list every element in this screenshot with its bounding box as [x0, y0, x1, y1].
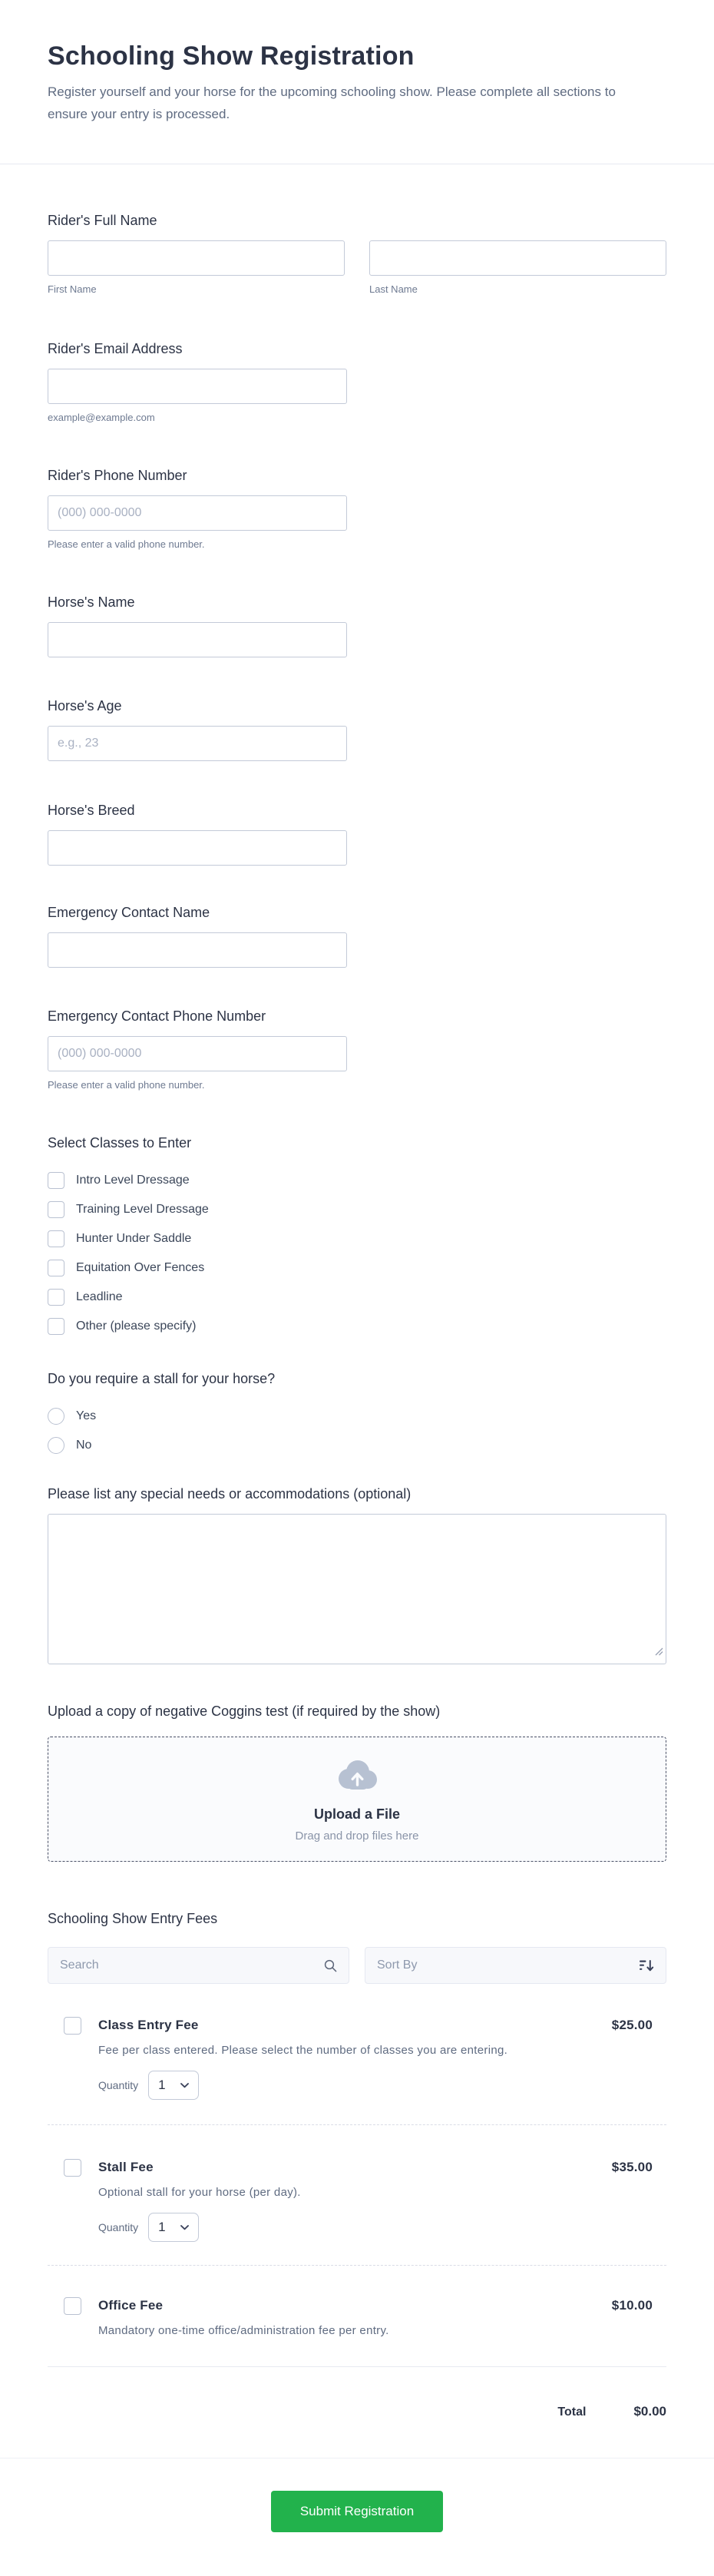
horse-breed-label: Horse's Breed: [48, 803, 135, 818]
product-row-office-fee: [48, 2266, 666, 2367]
horse-name-input[interactable]: [48, 622, 347, 657]
product-name: Office Fee: [98, 2298, 164, 2313]
fees-toolbar: [48, 1947, 666, 1984]
question-fees: [48, 1909, 666, 2419]
special-needs-label: Please list any special needs or accommodations (optional): [48, 1486, 412, 1502]
chevron-down-icon: [180, 2220, 189, 2234]
stall-label: Do you require a stall for your horse?: [48, 1371, 276, 1386]
quantity-label: Quantity: [98, 2221, 139, 2233]
fees-label: Schooling Show Entry Fees: [48, 1911, 218, 1926]
radio-icon[interactable]: [48, 1408, 64, 1425]
quantity-value: 1: [158, 2078, 166, 2092]
horse-name-label: Horse's Name: [48, 594, 135, 610]
checkbox-icon[interactable]: [48, 1318, 64, 1335]
option-label: Equitation Over Fences: [76, 1261, 205, 1274]
chevron-down-icon: [180, 2078, 189, 2092]
special-needs-textarea[interactable]: [48, 1514, 666, 1664]
class-option-equitation-over-fences[interactable]: [48, 1260, 666, 1276]
product-checkbox[interactable]: [64, 2159, 81, 2177]
quantity-select[interactable]: [148, 2071, 199, 2100]
form-header: [0, 0, 714, 164]
stall-option-no[interactable]: [48, 1437, 666, 1454]
rider-phone-label: Rider's Phone Number: [48, 468, 187, 483]
product-price: $25.00: [611, 2018, 653, 2032]
stall-option-yes[interactable]: [48, 1408, 666, 1425]
class-option-training-level-dressage[interactable]: [48, 1201, 666, 1218]
question-rider-email: [48, 339, 666, 423]
product-description: Fee per class entered. Please select the number of classes you are entering.: [98, 2044, 508, 2057]
total-value: $0.00: [633, 2404, 666, 2419]
question-emergency-name: [48, 902, 666, 968]
emergency-phone-input[interactable]: [48, 1036, 347, 1071]
emergency-phone-helper: Please enter a valid phone number.: [48, 1079, 205, 1091]
product-name: Class Entry Fee: [98, 2018, 199, 2032]
rider-email-label: Rider's Email Address: [48, 341, 183, 356]
rider-phone-input[interactable]: [48, 495, 347, 531]
option-label: Leadline: [76, 1290, 123, 1303]
product-row-class-entry-fee: [48, 1984, 666, 2125]
last-name-input[interactable]: [369, 240, 666, 276]
last-name-group: [369, 240, 666, 295]
product-row-stall-fee: [48, 2125, 666, 2266]
fees-search-box[interactable]: [48, 1947, 349, 1984]
product-checkbox[interactable]: [64, 2017, 81, 2035]
option-label: Other (please specify): [76, 1319, 197, 1333]
question-horse-age: [48, 696, 666, 761]
quantity-value: 1: [158, 2220, 166, 2234]
product-checkbox[interactable]: [64, 2297, 81, 2315]
question-rider-full-name: [48, 210, 666, 295]
rider-email-input[interactable]: [48, 369, 347, 404]
option-label: No: [76, 1439, 92, 1452]
first-name-input[interactable]: [48, 240, 345, 276]
class-option-hunter-under-saddle[interactable]: [48, 1230, 666, 1247]
emergency-name-label: Emergency Contact Name: [48, 905, 210, 920]
product-description: Mandatory one-time office/administration fee per entry.: [98, 2324, 389, 2337]
checkbox-icon[interactable]: [48, 1201, 64, 1218]
sort-icon: [640, 1959, 654, 1972]
option-label: Intro Level Dressage: [76, 1174, 190, 1187]
upload-cloud-icon: [332, 1757, 382, 1796]
quantity-select[interactable]: [148, 2213, 199, 2242]
question-special-needs: [48, 1484, 666, 1664]
question-classes: [48, 1133, 666, 1335]
product-price: $10.00: [611, 2298, 653, 2313]
checkbox-icon[interactable]: [48, 1230, 64, 1247]
search-icon[interactable]: [324, 1959, 337, 1972]
horse-breed-input[interactable]: [48, 830, 347, 866]
question-rider-phone: [48, 465, 666, 550]
product-description: Optional stall for your horse (per day).: [98, 2186, 301, 2199]
option-label: Training Level Dressage: [76, 1203, 209, 1216]
total-label: Total: [557, 2405, 587, 2419]
class-option-leadline[interactable]: [48, 1289, 666, 1306]
form-footer: [0, 2458, 714, 2573]
search-input[interactable]: [60, 1958, 324, 1972]
sort-by-placeholder: Sort By: [377, 1958, 418, 1972]
page-title: Schooling Show Registration: [48, 41, 415, 71]
fees-total-row: [48, 2404, 666, 2419]
emergency-name-input[interactable]: [48, 932, 347, 968]
rider-full-name-label: Rider's Full Name: [48, 213, 157, 228]
class-option-intro-level-dressage[interactable]: [48, 1172, 666, 1189]
first-name-group: [48, 240, 345, 295]
horse-age-input[interactable]: [48, 726, 347, 761]
last-name-sublabel: Last Name: [369, 283, 418, 295]
first-name-sublabel: First Name: [48, 283, 97, 295]
rider-phone-helper: Please enter a valid phone number.: [48, 538, 205, 550]
file-upload-dropzone[interactable]: [48, 1737, 666, 1862]
rider-email-sublabel: example@example.com: [48, 412, 155, 423]
resize-handle-icon[interactable]: [655, 1646, 663, 1660]
checkbox-icon[interactable]: [48, 1289, 64, 1306]
coggins-upload-label: Upload a copy of negative Coggins test (if required by the show): [48, 1704, 441, 1719]
form-description: Register yourself and your horse for the upcoming schooling show. Please complete all sections to ensure your entry is processed.: [48, 84, 616, 121]
checkbox-icon[interactable]: [48, 1260, 64, 1276]
question-coggins-upload: [48, 1701, 666, 1862]
fees-sort-select[interactable]: [365, 1947, 666, 1984]
radio-icon[interactable]: [48, 1437, 64, 1454]
question-emergency-phone: [48, 1006, 666, 1091]
horse-age-label: Horse's Age: [48, 698, 122, 714]
question-horse-name: [48, 592, 666, 657]
submit-button[interactable]: Submit Registration: [271, 2491, 443, 2532]
product-price: $35.00: [611, 2160, 653, 2174]
class-option-other[interactable]: [48, 1318, 666, 1335]
upload-drag-hint: Drag and drop files here: [295, 1829, 419, 1843]
option-label: Yes: [76, 1409, 97, 1422]
quantity-label: Quantity: [98, 2079, 139, 2091]
question-horse-breed: [48, 800, 666, 866]
question-stall: [48, 1369, 666, 1454]
form-body: [0, 164, 714, 2419]
classes-label: Select Classes to Enter: [48, 1135, 192, 1151]
option-label: Hunter Under Saddle: [76, 1232, 192, 1245]
product-name: Stall Fee: [98, 2160, 154, 2174]
emergency-phone-label: Emergency Contact Phone Number: [48, 1008, 266, 1024]
checkbox-icon[interactable]: [48, 1172, 64, 1189]
upload-button-text[interactable]: Upload a File: [313, 1806, 401, 1822]
